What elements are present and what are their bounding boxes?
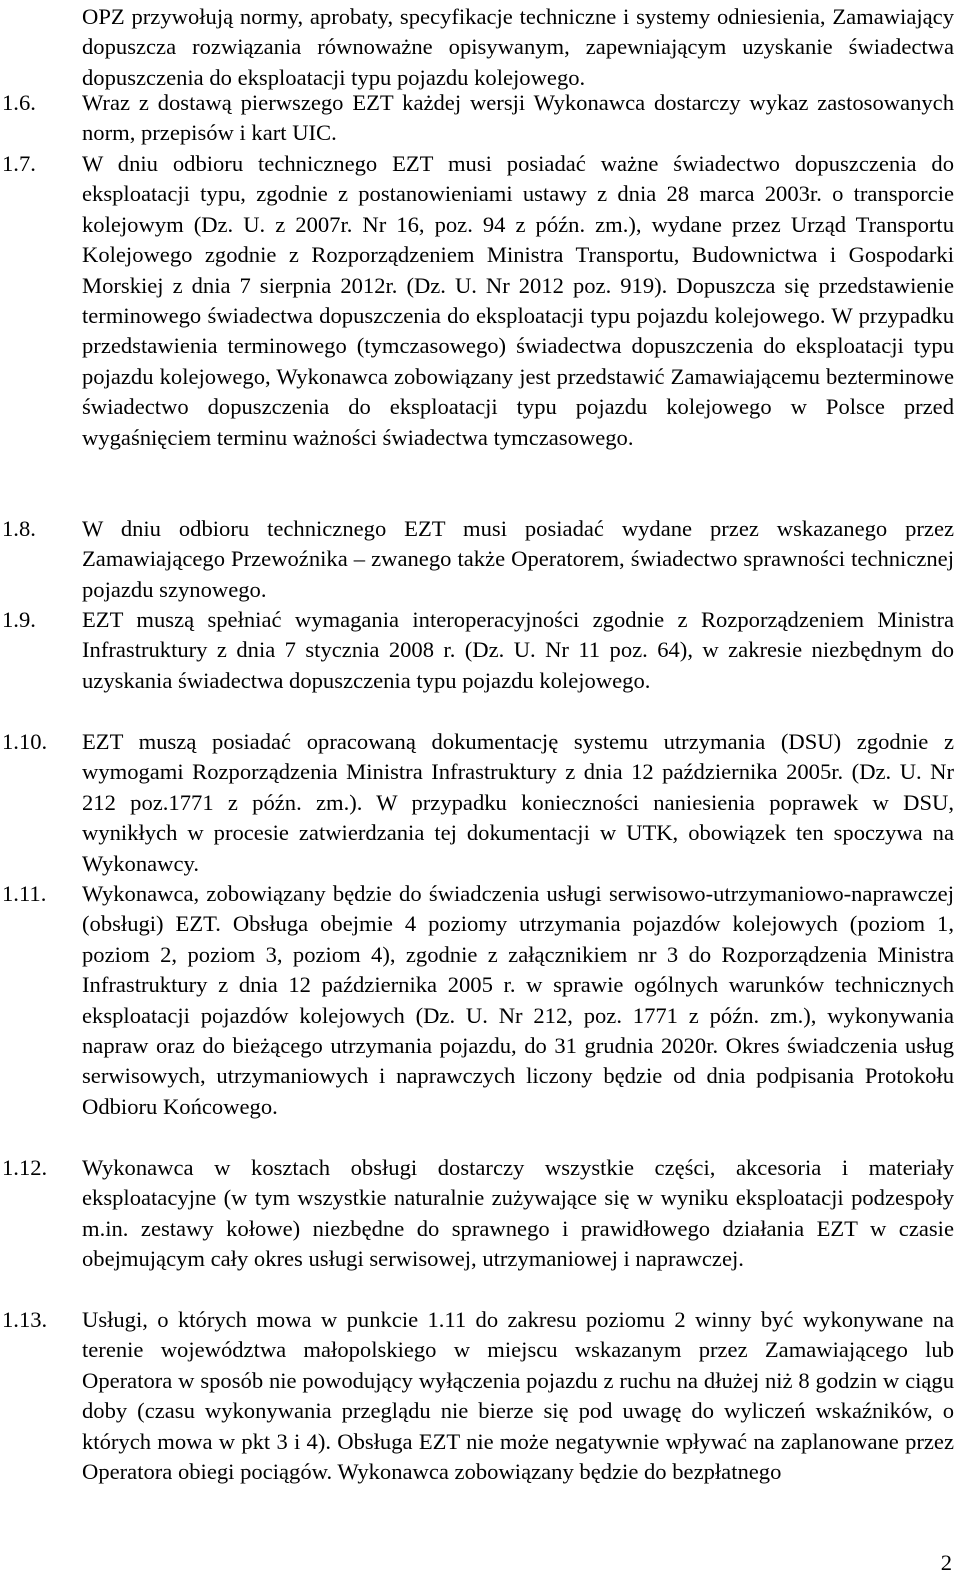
- clause-text: EZT muszą spełniać wymagania interoperacyjności zgodnie z Rozporządzeniem Ministra Infrastruktury z dnia 7 stycznia 2008 r. (Dz. U. Nr 11 poz. 64), w zakresie niezbędnym do uzyskania świadectwa dopuszczenia typu pojazdu kolejowego.: [82, 607, 954, 693]
- clause-text: W dniu odbioru technicznego EZT musi posiadać ważne świadectwo dopuszczenia do eksploatacji typu, zgodnie z postanowieniami ustawy z dnia 28 marca 2003r. o transporcie kolejowym (Dz. U. z 2007r. Nr 16, poz. 94 z późn. zm.), wydane przez Urząd Transportu Kolejowego zgodnie z Rozporządzeniem Ministra Transportu, Budownictwa i Gospodarki Morskiej z dnia 7 sierpnia 2012r. (Dz. U. Nr 2012 poz. 919). Dopuszcza się przedstawienie terminowego świadectwa dopuszczenia do eksploatacji typu pojazdu kolejowego. W przypadku przedstawienia terminowego (tymczasowego) świadectwa dopuszczenia do eksploatacji typu pojazdu kolejowego, Wykonawca zobowiązany jest przedstawić Zamawiającemu bezterminowe świadectwo dopuszczenia do eksploatacji typu pojazdu kolejowego w Polsce przed wygaśnięciem terminu ważności świadectwa tymczasowego.: [82, 151, 954, 450]
- clause-1-9: [0, 605, 954, 696]
- clause-1-10: [0, 727, 954, 879]
- clause-1-11: [0, 879, 954, 1122]
- clause-text: EZT muszą posiadać opracowaną dokumentację systemu utrzymania (DSU) zgodnie z wymogami Rozporządzenia Ministra Infrastruktury z dnia 12 października 2005r. (Dz. U. Nr 212 poz.1771 z późn. zm.). W przypadku konieczności naniesienia poprawek w DSU, wynikłych w procesie zatwierdzania tej dokumentacji w UTK, obowiązek ten spoczywa na Wykonawcy.: [82, 729, 954, 876]
- clause-text: Usługi, o których mowa w punkcie 1.11 do zakresu poziomu 2 winny być wykonywane na terenie województwa małopolskiego w miejscu wskazanym przez Zamawiającego lub Operatora w sposób nie powodujący wyłączenia pojazdu z ruchu na dłużej niż 8 godzin w ciągu doby (czasu wykonywania przeglądu nie bierze się pod uwagę do wyliczeń wskaźników, o których mowa w pkt 3 i 4). Obsługa EZT nie może negatywnie wpływać na zaplanowane przez Operatora obiegi pociągów. Wykonawca zobowiązany będzie do bezpłatnego: [82, 1307, 954, 1485]
- clause-1-8: [0, 514, 954, 605]
- clause-1-6: [0, 88, 954, 149]
- clause-text: Wraz z dostawą pierwszego EZT każdej wersji Wykonawca dostarczy wykaz zastosowanych norm, przepisów i kart UIC.: [82, 90, 954, 146]
- clause-text: W dniu odbioru technicznego EZT musi posiadać wydane przez wskazanego przez Zamawiającego Przewoźnika – zwanego także Operatorem, świadectwo sprawności technicznej pojazdu szynowego.: [82, 516, 954, 602]
- clause-1-13: [0, 1305, 954, 1487]
- intro-paragraph: OPZ przywołują normy, aprobaty, specyfikacje techniczne i systemy odniesienia, Zamawiający dopuszcza rozwiązania równoważne opisywanym, zapewniającym uzyskanie świadectwa dopuszczenia do eksploatacji typu pojazdu kolejowego.: [82, 4, 954, 90]
- clause-number: 1.10.: [2, 729, 48, 754]
- clause-number: 1.13.: [2, 1307, 48, 1332]
- clause-number: 1.6.: [2, 90, 36, 115]
- clause-text: Wykonawca, zobowiązany będzie do świadczenia usługi serwisowo-utrzymaniowo-naprawczej (obsługi) EZT. Obsługa obejmie 4 poziomy utrzymania pojazdów kolejowych (poziom 1, poziom 2, poziom 3, poziom 4), zgodnie z załącznikiem nr 3 do Rozporządzenia Ministra Infrastruktury z dnia 12 października 2005 r. w sprawie ogólnych warunków technicznych eksploatacji pojazdów kolejowych (Dz. U. Nr 212, poz. 1771 z późn. zm.), wykonywania napraw oraz do bieżącego utrzymania pojazdu, do 31 grudnia 2020r. Okres świadczenia usług serwisowych, utrzymaniowych i naprawczych liczony będzie od dnia podpisania Protokołu Odbioru Końcowego.: [82, 881, 954, 1119]
- clause-text: Wykonawca w kosztach obsługi dostarczy wszystkie części, akcesoria i materiały eksploatacyjne (w tym wszystkie naturalnie zużywające się w wyniku eksploatacji podzespoły m.in. zestawy kołowe) niezbędne do sprawnego i prawidłowego działania EZT w czasie obejmującym cały okres usługi serwisowej, utrzymaniowej i naprawczej.: [82, 1155, 954, 1272]
- clause-1-7: [0, 149, 954, 453]
- clause-number: 1.7.: [2, 151, 36, 176]
- clause-number: 1.12.: [2, 1155, 48, 1180]
- clause-number: 1.11.: [2, 881, 47, 906]
- clause-number: 1.8.: [2, 516, 36, 541]
- clause-number: 1.9.: [2, 607, 36, 632]
- clause-1-12: [0, 1153, 954, 1275]
- page-number: 2: [940, 1550, 952, 1575]
